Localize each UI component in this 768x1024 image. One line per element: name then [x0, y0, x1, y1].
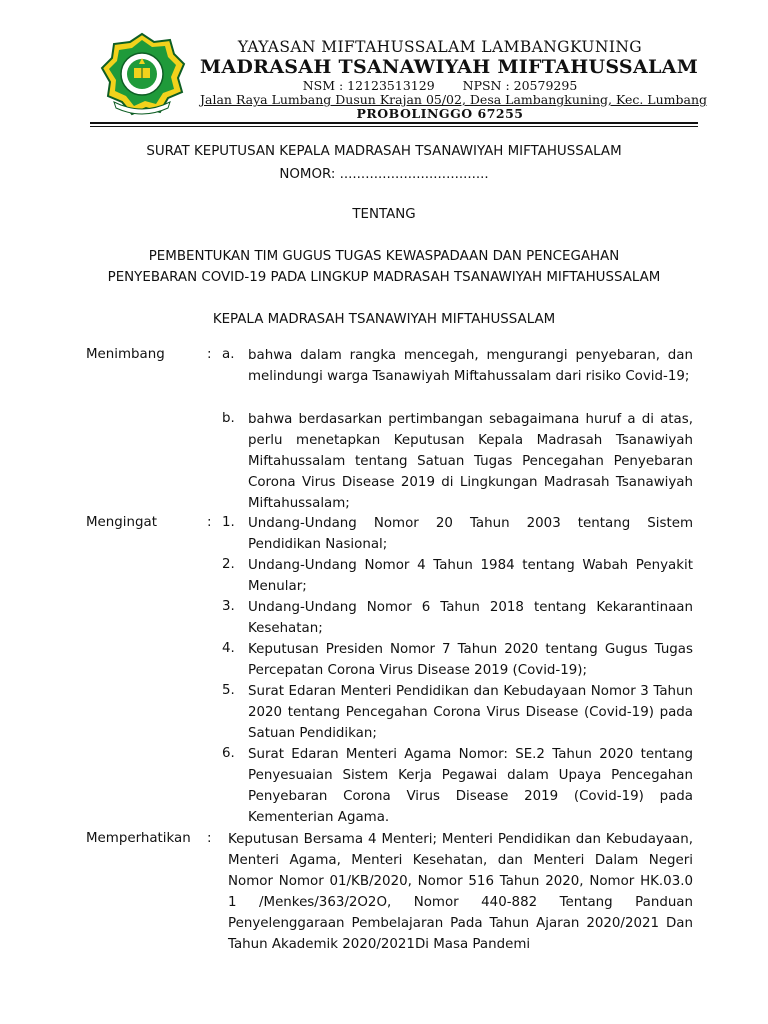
- letterhead-rule-thick: [90, 122, 698, 124]
- memperhatikan-colon: :: [207, 831, 212, 846]
- list-item: Keputusan Presiden Nomor 7 Tahun 2020 tentang Gugus Tugas Percepatan Corona Virus Disease 2019 (Covid-19);: [248, 642, 693, 678]
- letterhead-rule-thin: [90, 126, 698, 127]
- list-item: Undang-Undang Nomor 4 Tahun 1984 tentang Wabah Penyakit Menular;: [248, 558, 693, 594]
- memperhatikan-label: Memperhatikan: [86, 831, 191, 846]
- menimbang-colon: :: [207, 347, 212, 362]
- memperhatikan-text: Keputusan Bersama 4 Menteri; Menteri Pendidikan dan Kebudayaan, Menteri Agama, Menteri Kesehatan, dan Menteri Dalam Negeri Nomor Nomor 01/KB/2020, Nomor 516 Tahun 2020, Nomor HK.03.0 1 /Menkes/363/2O2O, Nomor 440-882 Tentang Panduan Penyelenggaraan Pembelajaran Pada Tahun Ajaran 2020/2021 Dan Tahun Akademik 2020/2021Di Masa Pandemi: [228, 832, 693, 952]
- menimbang-label: Menimbang: [86, 347, 165, 362]
- list-item: bahwa dalam rangka mencegah, mengurangi penyebaran, dan melindungi warga Tsanawiyah Miftahussalam dari risiko Covid-19;: [248, 348, 693, 384]
- list-item: Undang-Undang Nomor 20 Tahun 2003 tentang Sistem Pendidikan Nasional;: [248, 516, 693, 552]
- document-title: SURAT KEPUTUSAN KEPALA MADRASAH TSANAWIYAH MIFTAHUSSALAM: [146, 144, 622, 159]
- list-item: Surat Edaran Menteri Agama Nomor: SE.2 Tahun 2020 tentang Penyesuaian Sistem Kerja Pegawai dalam Upaya Pencegahan Penyebaran Corona Virus Disease 2019 (Covid-19) pada Kementerian Agama.: [248, 747, 693, 825]
- list-marker: 2.: [222, 557, 235, 572]
- school-name: MADRASAH TSANAWIYAH MIFTAHUSSALAM: [200, 56, 699, 78]
- list-marker: 1.: [222, 515, 235, 530]
- list-marker: 4.: [222, 641, 235, 656]
- list-marker: b.: [222, 411, 235, 426]
- school-ids: [200, 78, 680, 93]
- document-number: NOMOR: ...................................: [279, 167, 489, 182]
- list-marker: 3.: [222, 599, 235, 614]
- npsn-number: NPSN : 20579295: [462, 78, 578, 93]
- madrasah-crest-icon: [98, 32, 186, 118]
- about-heading: TENTANG: [352, 207, 416, 222]
- list-item: Undang-Undang Nomor 6 Tahun 2018 tentang Kekarantinaan Kesehatan;: [248, 600, 693, 636]
- list-marker: 6.: [222, 746, 235, 761]
- nsm-number: NSM : 12123513129: [302, 78, 435, 93]
- list-item: Surat Edaran Menteri Pendidikan dan Kebudayaan Nomor 3 Tahun 2020 tentang Pencegahan Corona Virus Disease (Covid-19) pada Satuan Pendidikan;: [248, 684, 693, 741]
- mengingat-colon: :: [207, 515, 212, 530]
- list-item: bahwa berdasarkan pertimbangan sebagaimana huruf a di atas, perlu menetapkan Keputusan Kepala Madrasah Tsanawiyah Miftahussalam tentang Satuan Tugas Pencegahan Penyebaran Corona Virus Disease 2019 di Lingkungan Madrasah Tsanawiyah Miftahussalam;: [248, 412, 693, 511]
- mengingat-label: Mengingat: [86, 515, 157, 530]
- authority-heading: KEPALA MADRASAH TSANAWIYAH MIFTAHUSSALAM: [212, 312, 556, 327]
- school-address: Jalan Raya Lumbang Dusun Krajan 05/02, Desa Lambangkuning, Kec. Lumbang: [200, 92, 708, 107]
- list-marker: a.: [222, 347, 235, 362]
- subject-line-1: PEMBENTUKAN TIM GUGUS TUGAS KEWASPADAAN DAN PENCEGAHAN: [148, 249, 620, 264]
- school-city: PROBOLINGGO 67255: [356, 106, 524, 121]
- foundation-name: YAYASAN MIFTAHUSSALAM LAMBANGKUNING: [237, 38, 643, 56]
- subject-line-2: PENYEBARAN COVID-19 PADA LINGKUP MADRASAH TSANAWIYAH MIFTAHUSSALAM: [107, 270, 661, 285]
- list-marker: 5.: [222, 683, 235, 698]
